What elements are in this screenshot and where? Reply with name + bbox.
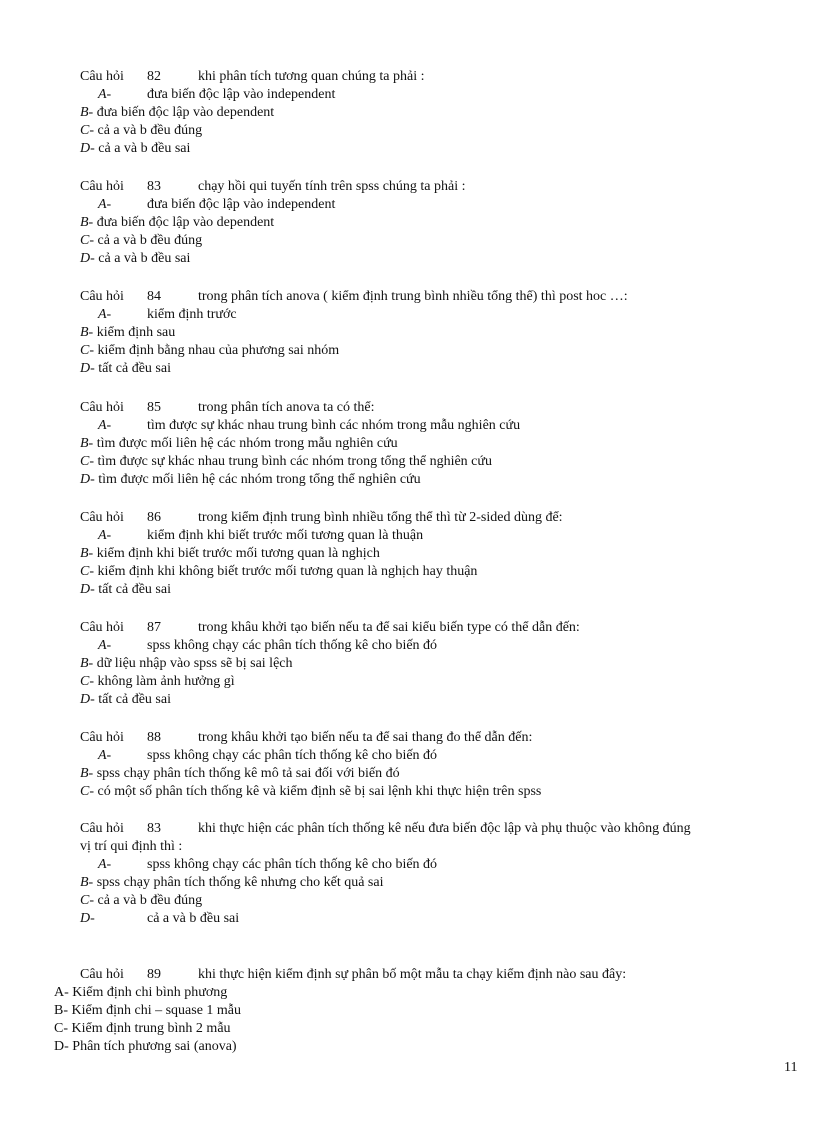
question-number: 84 xyxy=(147,289,161,304)
option-text: spss không chạy các phân tích thống kê cho biến đó xyxy=(147,748,438,763)
option-letter: D- xyxy=(80,582,95,597)
option-letter: A- xyxy=(98,307,112,322)
option-text: tất cả đều sai xyxy=(94,361,171,376)
option-letter: B- xyxy=(80,766,94,781)
option-letter: B- xyxy=(54,1003,68,1018)
option xyxy=(80,140,190,158)
question-label: Câu hỏi xyxy=(80,69,124,84)
question-stem xyxy=(80,288,628,306)
option xyxy=(54,1020,231,1038)
option xyxy=(80,471,421,489)
option-text: tìm được mối liên hệ các nhóm trong mẫu nghiên cứu xyxy=(93,436,398,451)
option-letter: B- xyxy=(80,325,94,340)
option xyxy=(80,250,190,268)
option-letter: D- xyxy=(80,141,95,156)
option xyxy=(80,324,175,342)
option-text: kiểm định trước xyxy=(147,307,237,322)
option-text: spss chạy phân tích thống kê nhưng cho kết quả sai xyxy=(93,875,384,890)
option xyxy=(80,214,274,232)
question-text: khi phân tích tương quan chúng ta phải : xyxy=(198,69,425,84)
option-text: kiểm định khi biết trước mối tương quan là thuận xyxy=(147,528,424,543)
option-text: đưa biến độc lập vào dependent xyxy=(93,105,275,120)
option-letter: D- xyxy=(80,692,95,707)
option-text: tất cả đều sai xyxy=(94,692,171,707)
option-letter: B- xyxy=(80,546,94,561)
option-text: tìm được sự khác nhau trung bình các nhóm trong mẫu nghiên cứu xyxy=(147,418,521,433)
option-text: spss không chạy các phân tích thống kê cho biến đó xyxy=(147,638,438,653)
option-letter: D- xyxy=(80,472,95,487)
option-letter: A- xyxy=(98,197,112,212)
option-text: Kiểm định trung bình 2 mẫu xyxy=(68,1021,231,1036)
option-text: cả a và b đều sai xyxy=(94,251,191,266)
option xyxy=(80,563,477,581)
option-text: kiểm định sau xyxy=(93,325,176,340)
option xyxy=(80,765,400,783)
option-text: đưa biến độc lập vào dependent xyxy=(93,215,275,230)
question-stem xyxy=(80,619,580,637)
question-label: Câu hỏi xyxy=(80,730,124,745)
option-text: cả a và b đều đúng xyxy=(94,233,203,248)
option-letter: A- xyxy=(54,985,69,1000)
question-text: trong khâu khởi tạo biến nếu ta để sai kiểu biến type có thể dẫn đến: xyxy=(198,620,580,635)
option-letter: B- xyxy=(80,215,94,230)
option xyxy=(80,232,202,250)
option-letter: B- xyxy=(80,105,94,120)
option-text: tìm được sự khác nhau trung bình các nhóm trong tổng thể nghiên cứu xyxy=(94,454,492,469)
question-number: 83 xyxy=(147,179,161,194)
option xyxy=(80,453,492,471)
question-label: Câu hỏi xyxy=(80,179,124,194)
option xyxy=(80,655,293,673)
question-label: Câu hỏi xyxy=(80,510,124,525)
option-text: Kiểm định chi bình phương xyxy=(68,985,228,1000)
option-text: cả a và b đều sai xyxy=(147,911,240,926)
option xyxy=(80,783,541,801)
question-text: trong phân tích anova ( kiểm định trung bình nhiều tổng thể) thì post hoc …: xyxy=(198,289,628,304)
option-text: spss chạy phân tích thống kê mô tả sai đối với biến đó xyxy=(93,766,400,781)
option xyxy=(54,984,227,1002)
option-letter: A- xyxy=(98,857,112,872)
option-text: kiểm định khi biết trước mối tương quan là nghịch xyxy=(93,546,380,561)
option-text: Phân tích phương sai (anova) xyxy=(68,1039,237,1054)
question-stem xyxy=(80,509,563,527)
question-text: chạy hồi qui tuyến tính trên spss chúng ta phải : xyxy=(198,179,466,194)
option-text: đưa biến độc lập vào independent xyxy=(147,197,336,212)
option-letter: D- xyxy=(80,911,95,926)
question-label: Câu hỏi xyxy=(80,400,124,415)
option-text: cả a và b đều đúng xyxy=(94,893,203,908)
option-letter: D- xyxy=(80,361,95,376)
question-stem xyxy=(80,729,533,747)
option-letter: C- xyxy=(80,233,94,248)
question-stem xyxy=(80,178,466,196)
option-text: tìm được mối liên hệ các nhóm trong tổng thể nghiên cứu xyxy=(94,472,421,487)
option xyxy=(80,581,171,599)
question-number: 86 xyxy=(147,510,161,525)
option-letter: D- xyxy=(80,251,95,266)
option-letter: A- xyxy=(98,528,112,543)
option xyxy=(80,892,202,910)
question-text: trong kiểm định trung bình nhiều tổng thể thì từ 2-sided dùng để: xyxy=(198,510,563,525)
option-text: spss không chạy các phân tích thống kê cho biến đó xyxy=(147,857,438,872)
option xyxy=(80,691,171,709)
question-label: Câu hỏi xyxy=(80,967,124,982)
option xyxy=(54,1038,237,1056)
option xyxy=(54,1002,241,1020)
option-letter: B- xyxy=(80,656,94,671)
page-number: 11 xyxy=(784,1060,798,1075)
option-letter: A- xyxy=(98,748,112,763)
option-letter: C- xyxy=(80,343,94,358)
option-letter: C- xyxy=(80,123,94,138)
option-text: có một số phân tích thống kê và kiểm định sẽ bị sai lệnh khi thực hiện trên spss xyxy=(94,784,542,799)
option-letter: C- xyxy=(80,784,94,799)
question-stem xyxy=(80,820,691,838)
option-text: tất cả đều sai xyxy=(94,582,171,597)
option-letter: A- xyxy=(98,638,112,653)
question-text: khi thực hiện kiểm định sự phân bố một mẫu ta chạy kiểm định nào sau đây: xyxy=(198,967,627,982)
option-text: Kiểm định chi – squase 1 mẫu xyxy=(68,1003,242,1018)
option-letter: C- xyxy=(80,674,94,689)
option xyxy=(80,673,235,691)
option-letter: C- xyxy=(54,1021,68,1036)
question-stem xyxy=(80,68,425,86)
question-label: Câu hỏi xyxy=(80,821,124,836)
option xyxy=(80,342,339,360)
option xyxy=(80,104,274,122)
option-text: cả a và b đều sai xyxy=(94,141,191,156)
question-stem xyxy=(80,966,627,984)
option-text: đưa biến độc lập vào independent xyxy=(147,87,336,102)
option xyxy=(80,360,171,378)
question-text-continued: vị trí qui định thì : xyxy=(80,839,183,854)
option-letter: A- xyxy=(98,418,112,433)
question-number: 82 xyxy=(147,69,161,84)
option-text: cả a và b đều đúng xyxy=(94,123,203,138)
question-text: khi thực hiện các phân tích thống kê nếu đưa biến độc lập và phụ thuộc vào không đúng xyxy=(198,821,691,836)
option-text: kiểm định bằng nhau của phương sai nhóm xyxy=(94,343,340,358)
question-number: 83 xyxy=(147,821,161,836)
option-letter: C- xyxy=(80,454,94,469)
option-text: kiểm định khi không biết trước mối tương quan là nghịch hay thuận xyxy=(94,564,478,579)
option-text: dữ liệu nhập vào spss sẽ bị sai lệch xyxy=(93,656,293,671)
option-letter: B- xyxy=(80,436,94,451)
option xyxy=(80,874,383,892)
option xyxy=(80,435,398,453)
option-letter: D- xyxy=(54,1039,69,1054)
option-letter: C- xyxy=(80,893,94,908)
question-text: trong phân tích anova ta có thể: xyxy=(198,400,375,415)
question-text: trong khâu khởi tạo biến nếu ta để sai thang đo thể dẫn đến: xyxy=(198,730,533,745)
option-letter: C- xyxy=(80,564,94,579)
option xyxy=(80,545,380,563)
question-number: 85 xyxy=(147,400,161,415)
question-number: 87 xyxy=(147,620,161,635)
option-text: không làm ảnh hưởng gì xyxy=(94,674,235,689)
question-label: Câu hỏi xyxy=(80,289,124,304)
option xyxy=(80,122,202,140)
question-number: 88 xyxy=(147,730,161,745)
question-label: Câu hỏi xyxy=(80,620,124,635)
question-stem xyxy=(80,399,375,417)
option-letter: B- xyxy=(80,875,94,890)
question-number: 89 xyxy=(147,967,161,982)
option-letter: A- xyxy=(98,87,112,102)
